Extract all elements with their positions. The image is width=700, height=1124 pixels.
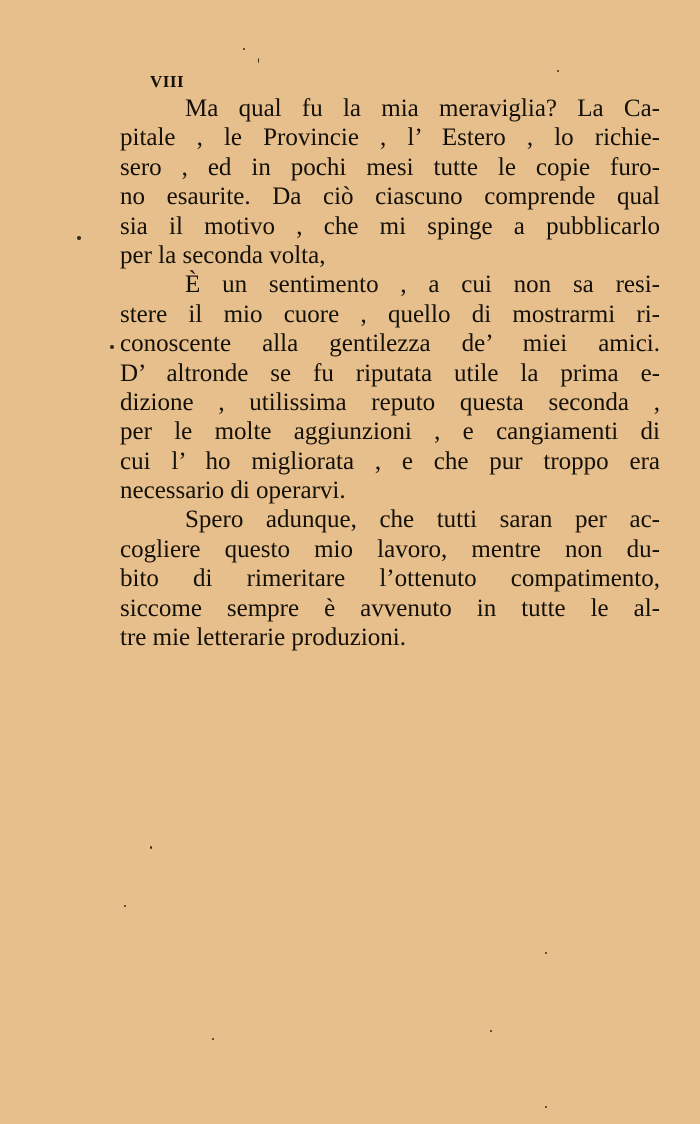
- paper-speck: [243, 48, 245, 50]
- paper-speck: [77, 236, 81, 240]
- text-line: stere il mio cuore , quello di mostrarmi ri-: [120, 300, 660, 328]
- text-line: no esaurite. Da ciò ciascuno comprende qual: [120, 183, 660, 211]
- text-line: pitale , le Provincie , l’ Estero , lo richie-: [120, 124, 660, 152]
- text-line: Ma qual fu la mia meraviglia? La Ca-: [185, 95, 660, 122]
- text-line: per la seconda volta,: [120, 241, 326, 269]
- text-line: Spero adunque, che tutti saran per ac-: [185, 506, 660, 534]
- paper-speck: [124, 905, 126, 907]
- text-line: per le molte aggiunzioni , e cangiamenti di: [120, 418, 660, 446]
- text-line: siccome sempre è avvenuto in tutte le al-: [120, 594, 660, 622]
- text-line: bito di rimeritare l’ottenuto compatimento,: [120, 565, 660, 593]
- text-line: conoscente alla gentilezza de’ miei amici.: [120, 330, 660, 358]
- text-line: sero , ed in pochi mesi tutte le copie furo-: [120, 153, 660, 181]
- text-line: necessario di operarvi.: [120, 477, 346, 505]
- text-line: cui l’ ho migliorata , e che pur troppo era: [120, 447, 660, 475]
- text-line: sia il motivo , che mi spinge a pubblicarlo: [120, 212, 660, 240]
- text-line: D’ altronde se fu riputata utile la prima e-: [120, 359, 660, 387]
- text-line: È un sentimento , a cui non sa resi-: [185, 271, 660, 299]
- page-number: VIII: [150, 72, 185, 91]
- text-line: dizione , utilissima reputo questa seconda ,: [120, 388, 660, 416]
- paper-speck: [545, 1106, 547, 1108]
- paper-speck: [545, 952, 547, 954]
- paper-speck: [212, 1038, 214, 1040]
- text-line: cogliere questo mio lavoro, mentre non du-: [120, 535, 660, 563]
- paper-speck: [490, 1030, 492, 1032]
- paper-speck: [557, 70, 559, 72]
- paper-speck: [150, 846, 152, 849]
- paper-speck: [110, 345, 114, 349]
- paper-speck: [258, 58, 259, 63]
- body-text: [120, 94, 660, 652]
- text-line: tre mie letterarie produzioni.: [120, 624, 406, 652]
